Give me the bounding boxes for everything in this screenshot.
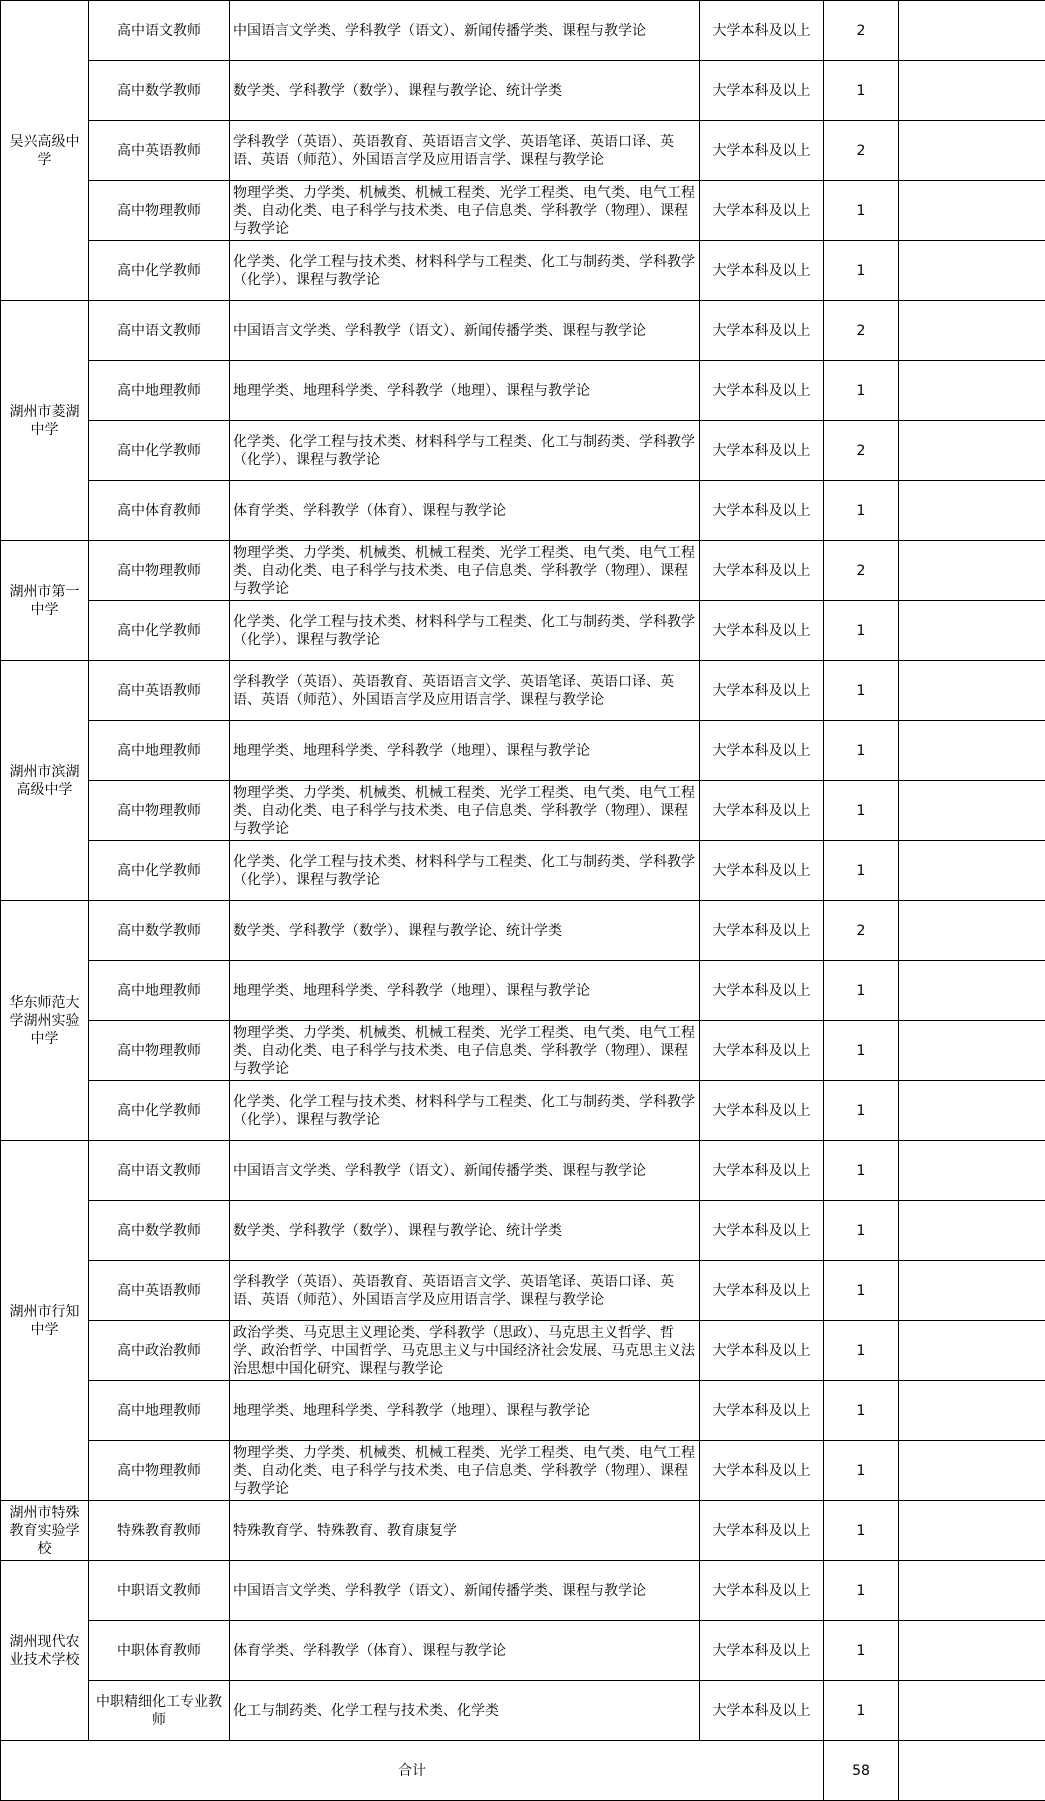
remarks-cell <box>899 901 1045 961</box>
remarks-cell <box>899 1381 1045 1441</box>
major-requirement-cell: 化学类、化学工程与技术类、材料科学与工程类、化工与制药类、学科教学（化学）、课程与教学论 <box>230 241 700 301</box>
table-body <box>1 1 1045 1801</box>
education-cell: 大学本科及以上 <box>700 1201 824 1261</box>
major-requirement-cell: 化学类、化学工程与技术类、材料科学与工程类、化工与制药类、学科教学（化学）、课程与教学论 <box>230 841 700 901</box>
education-cell: 大学本科及以上 <box>700 1081 824 1141</box>
table-row <box>1 721 1045 781</box>
headcount-cell: 1 <box>824 481 899 541</box>
remarks-cell <box>899 1261 1045 1321</box>
school-name-cell: 湖州市特殊教育实验学校 <box>1 1501 89 1561</box>
table-row <box>1 1621 1045 1681</box>
position-cell: 高中化学教师 <box>89 1081 230 1141</box>
position-cell: 高中化学教师 <box>89 421 230 481</box>
table-row <box>1 1321 1045 1381</box>
table-row <box>1 1501 1045 1561</box>
major-requirement-cell: 体育学类、学科教学（体育）、课程与教学论 <box>230 481 700 541</box>
remarks-cell <box>899 1441 1045 1501</box>
remarks-cell <box>899 721 1045 781</box>
headcount-cell: 2 <box>824 121 899 181</box>
table-row <box>1 1561 1045 1621</box>
table-row <box>1 241 1045 301</box>
headcount-cell: 1 <box>824 1681 899 1741</box>
table-row <box>1 961 1045 1021</box>
total-label: 合计 <box>1 1741 824 1801</box>
major-requirement-cell: 学科教学（英语）、英语教育、英语语言文学、英语笔译、英语口译、英语、英语（师范）、外国语言学及应用语言学、课程与教学论 <box>230 661 700 721</box>
position-cell: 高中数学教师 <box>89 61 230 121</box>
headcount-cell: 1 <box>824 1141 899 1201</box>
remarks-cell <box>899 241 1045 301</box>
position-cell: 中职体育教师 <box>89 1621 230 1681</box>
remarks-cell <box>899 1501 1045 1561</box>
table-row <box>1 541 1045 601</box>
school-name-cell: 湖州市滨湖高级中学 <box>1 661 89 901</box>
major-requirement-cell: 物理学类、力学类、机械类、机械工程类、光学工程类、电气类、电气工程类、自动化类、电子科学与技术类、电子信息类、学科教学（物理）、课程与教学论 <box>230 181 700 241</box>
headcount-cell: 2 <box>824 541 899 601</box>
remarks-cell <box>899 421 1045 481</box>
education-cell: 大学本科及以上 <box>700 961 824 1021</box>
table-row <box>1 361 1045 421</box>
headcount-cell: 2 <box>824 421 899 481</box>
remarks-cell <box>899 1201 1045 1261</box>
table-row <box>1 301 1045 361</box>
major-requirement-cell: 中国语言文学类、学科教学（语文）、新闻传播学类、课程与教学论 <box>230 1561 700 1621</box>
headcount-cell: 1 <box>824 1381 899 1441</box>
remarks-cell <box>899 961 1045 1021</box>
table-row <box>1 841 1045 901</box>
major-requirement-cell: 中国语言文学类、学科教学（语文）、新闻传播学类、课程与教学论 <box>230 1141 700 1201</box>
table-row <box>1 1021 1045 1081</box>
position-cell: 中职精细化工专业教师 <box>89 1681 230 1741</box>
remarks-cell <box>899 481 1045 541</box>
table-row <box>1 781 1045 841</box>
remarks-cell <box>899 1081 1045 1141</box>
major-requirement-cell: 地理学类、地理科学类、学科教学（地理）、课程与教学论 <box>230 961 700 1021</box>
major-requirement-cell: 物理学类、力学类、机械类、机械工程类、光学工程类、电气类、电气工程类、自动化类、电子科学与技术类、电子信息类、学科教学（物理）、课程与教学论 <box>230 1021 700 1081</box>
position-cell: 高中英语教师 <box>89 121 230 181</box>
education-cell: 大学本科及以上 <box>700 1501 824 1561</box>
position-cell: 高中物理教师 <box>89 181 230 241</box>
education-cell: 大学本科及以上 <box>700 841 824 901</box>
headcount-cell: 1 <box>824 1021 899 1081</box>
position-cell: 高中化学教师 <box>89 841 230 901</box>
headcount-cell: 1 <box>824 1081 899 1141</box>
school-name-cell: 湖州市第一中学 <box>1 541 89 661</box>
table-row <box>1 421 1045 481</box>
education-cell: 大学本科及以上 <box>700 661 824 721</box>
table-row <box>1 1 1045 61</box>
table-row <box>1 121 1045 181</box>
remarks-cell <box>899 541 1045 601</box>
education-cell: 大学本科及以上 <box>700 541 824 601</box>
headcount-cell: 1 <box>824 661 899 721</box>
position-cell: 高中政治教师 <box>89 1321 230 1381</box>
education-cell: 大学本科及以上 <box>700 301 824 361</box>
table-row <box>1 1381 1045 1441</box>
headcount-cell: 2 <box>824 901 899 961</box>
remarks-cell <box>899 121 1045 181</box>
headcount-cell: 2 <box>824 301 899 361</box>
major-requirement-cell: 中国语言文学类、学科教学（语文）、新闻传播学类、课程与教学论 <box>230 301 700 361</box>
table-row <box>1 901 1045 961</box>
remarks-cell <box>899 601 1045 661</box>
table-row <box>1 601 1045 661</box>
education-cell: 大学本科及以上 <box>700 1621 824 1681</box>
position-cell: 高中数学教师 <box>89 1201 230 1261</box>
remarks-cell <box>899 1621 1045 1681</box>
major-requirement-cell: 学科教学（英语）、英语教育、英语语言文学、英语笔译、英语口译、英语、英语（师范）、外国语言学及应用语言学、课程与教学论 <box>230 121 700 181</box>
position-cell: 中职语文教师 <box>89 1561 230 1621</box>
major-requirement-cell: 地理学类、地理科学类、学科教学（地理）、课程与教学论 <box>230 1381 700 1441</box>
position-cell: 特殊教育教师 <box>89 1501 230 1561</box>
table-row <box>1 481 1045 541</box>
major-requirement-cell: 物理学类、力学类、机械类、机械工程类、光学工程类、电气类、电气工程类、自动化类、电子科学与技术类、电子信息类、学科教学（物理）、课程与教学论 <box>230 781 700 841</box>
education-cell: 大学本科及以上 <box>700 601 824 661</box>
headcount-cell: 1 <box>824 1501 899 1561</box>
remarks-cell <box>899 781 1045 841</box>
remarks-cell <box>899 301 1045 361</box>
school-name-cell: 吴兴高级中学 <box>1 1 89 301</box>
education-cell: 大学本科及以上 <box>700 1441 824 1501</box>
headcount-cell: 1 <box>824 1561 899 1621</box>
major-requirement-cell: 物理学类、力学类、机械类、机械工程类、光学工程类、电气类、电气工程类、自动化类、电子科学与技术类、电子信息类、学科教学（物理）、课程与教学论 <box>230 1441 700 1501</box>
position-cell: 高中语文教师 <box>89 301 230 361</box>
remarks-cell <box>899 1741 1045 1801</box>
table-row <box>1 1201 1045 1261</box>
remarks-cell <box>899 661 1045 721</box>
position-cell: 高中物理教师 <box>89 541 230 601</box>
education-cell: 大学本科及以上 <box>700 1141 824 1201</box>
major-requirement-cell: 政治学类、马克思主义理论类、学科教学（思政）、马克思主义哲学、哲学、政治哲学、中国哲学、马克思主义与中国经济社会发展、马克思主义法治思想中国化研究、课程与教学论 <box>230 1321 700 1381</box>
headcount-cell: 1 <box>824 601 899 661</box>
major-requirement-cell: 数学类、学科教学（数学）、课程与教学论、统计学类 <box>230 901 700 961</box>
position-cell: 高中语文教师 <box>89 1141 230 1201</box>
table-row <box>1 1261 1045 1321</box>
headcount-cell: 1 <box>824 721 899 781</box>
education-cell: 大学本科及以上 <box>700 121 824 181</box>
table-row <box>1 61 1045 121</box>
total-count: 58 <box>824 1741 899 1801</box>
education-cell: 大学本科及以上 <box>700 361 824 421</box>
headcount-cell: 1 <box>824 1321 899 1381</box>
major-requirement-cell: 数学类、学科教学（数学）、课程与教学论、统计学类 <box>230 1201 700 1261</box>
headcount-cell: 2 <box>824 1 899 61</box>
headcount-cell: 1 <box>824 1621 899 1681</box>
education-cell: 大学本科及以上 <box>700 721 824 781</box>
remarks-cell <box>899 61 1045 121</box>
education-cell: 大学本科及以上 <box>700 421 824 481</box>
remarks-cell <box>899 1561 1045 1621</box>
headcount-cell: 1 <box>824 841 899 901</box>
education-cell: 大学本科及以上 <box>700 481 824 541</box>
education-cell: 大学本科及以上 <box>700 1261 824 1321</box>
major-requirement-cell: 地理学类、地理科学类、学科教学（地理）、课程与教学论 <box>230 721 700 781</box>
major-requirement-cell: 特殊教育学、特殊教育、教育康复学 <box>230 1501 700 1561</box>
major-requirement-cell: 体育学类、学科教学（体育）、课程与教学论 <box>230 1621 700 1681</box>
position-cell: 高中英语教师 <box>89 1261 230 1321</box>
position-cell: 高中语文教师 <box>89 1 230 61</box>
headcount-cell: 1 <box>824 1261 899 1321</box>
education-cell: 大学本科及以上 <box>700 181 824 241</box>
education-cell: 大学本科及以上 <box>700 241 824 301</box>
major-requirement-cell: 地理学类、地理科学类、学科教学（地理）、课程与教学论 <box>230 361 700 421</box>
table-row <box>1 1681 1045 1741</box>
remarks-cell <box>899 1 1045 61</box>
major-requirement-cell: 化学类、化学工程与技术类、材料科学与工程类、化工与制药类、学科教学（化学）、课程与教学论 <box>230 421 700 481</box>
position-cell: 高中英语教师 <box>89 661 230 721</box>
major-requirement-cell: 学科教学（英语）、英语教育、英语语言文学、英语笔译、英语口译、英语、英语（师范）、外国语言学及应用语言学、课程与教学论 <box>230 1261 700 1321</box>
education-cell: 大学本科及以上 <box>700 61 824 121</box>
education-cell: 大学本科及以上 <box>700 781 824 841</box>
education-cell: 大学本科及以上 <box>700 1561 824 1621</box>
position-cell: 高中地理教师 <box>89 1381 230 1441</box>
table-row <box>1 181 1045 241</box>
position-cell: 高中物理教师 <box>89 781 230 841</box>
education-cell: 大学本科及以上 <box>700 1 824 61</box>
position-cell: 高中化学教师 <box>89 241 230 301</box>
headcount-cell: 1 <box>824 181 899 241</box>
total-row <box>1 1741 1045 1801</box>
major-requirement-cell: 物理学类、力学类、机械类、机械工程类、光学工程类、电气类、电气工程类、自动化类、电子科学与技术类、电子信息类、学科教学（物理）、课程与教学论 <box>230 541 700 601</box>
school-name-cell: 湖州市行知中学 <box>1 1141 89 1501</box>
headcount-cell: 1 <box>824 961 899 1021</box>
education-cell: 大学本科及以上 <box>700 1681 824 1741</box>
education-cell: 大学本科及以上 <box>700 1381 824 1441</box>
table-row <box>1 1441 1045 1501</box>
table-row <box>1 661 1045 721</box>
major-requirement-cell: 化工与制药类、化学工程与技术类、化学类 <box>230 1681 700 1741</box>
major-requirement-cell: 中国语言文学类、学科教学（语文）、新闻传播学类、课程与教学论 <box>230 1 700 61</box>
remarks-cell <box>899 1321 1045 1381</box>
position-cell: 高中化学教师 <box>89 601 230 661</box>
education-cell: 大学本科及以上 <box>700 901 824 961</box>
remarks-cell <box>899 361 1045 421</box>
headcount-cell: 1 <box>824 1441 899 1501</box>
school-name-cell: 湖州市菱湖中学 <box>1 301 89 541</box>
headcount-cell: 1 <box>824 781 899 841</box>
position-cell: 高中地理教师 <box>89 961 230 1021</box>
position-cell: 高中物理教师 <box>89 1021 230 1081</box>
remarks-cell <box>899 1141 1045 1201</box>
headcount-cell: 1 <box>824 361 899 421</box>
major-requirement-cell: 化学类、化学工程与技术类、材料科学与工程类、化工与制药类、学科教学（化学）、课程与教学论 <box>230 601 700 661</box>
position-cell: 高中地理教师 <box>89 361 230 421</box>
position-cell: 高中地理教师 <box>89 721 230 781</box>
headcount-cell: 1 <box>824 61 899 121</box>
remarks-cell <box>899 181 1045 241</box>
remarks-cell <box>899 841 1045 901</box>
major-requirement-cell: 化学类、化学工程与技术类、材料科学与工程类、化工与制药类、学科教学（化学）、课程与教学论 <box>230 1081 700 1141</box>
remarks-cell <box>899 1021 1045 1081</box>
major-requirement-cell: 数学类、学科教学（数学）、课程与教学论、统计学类 <box>230 61 700 121</box>
table-row <box>1 1141 1045 1201</box>
remarks-cell <box>899 1681 1045 1741</box>
headcount-cell: 1 <box>824 1201 899 1261</box>
education-cell: 大学本科及以上 <box>700 1021 824 1081</box>
position-cell: 高中物理教师 <box>89 1441 230 1501</box>
school-name-cell: 华东师范大学湖州实验中学 <box>1 901 89 1141</box>
position-cell: 高中体育教师 <box>89 481 230 541</box>
headcount-cell: 1 <box>824 241 899 301</box>
table-row <box>1 1081 1045 1141</box>
position-cell: 高中数学教师 <box>89 901 230 961</box>
school-name-cell: 湖州现代农业技术学校 <box>1 1561 89 1741</box>
education-cell: 大学本科及以上 <box>700 1321 824 1381</box>
